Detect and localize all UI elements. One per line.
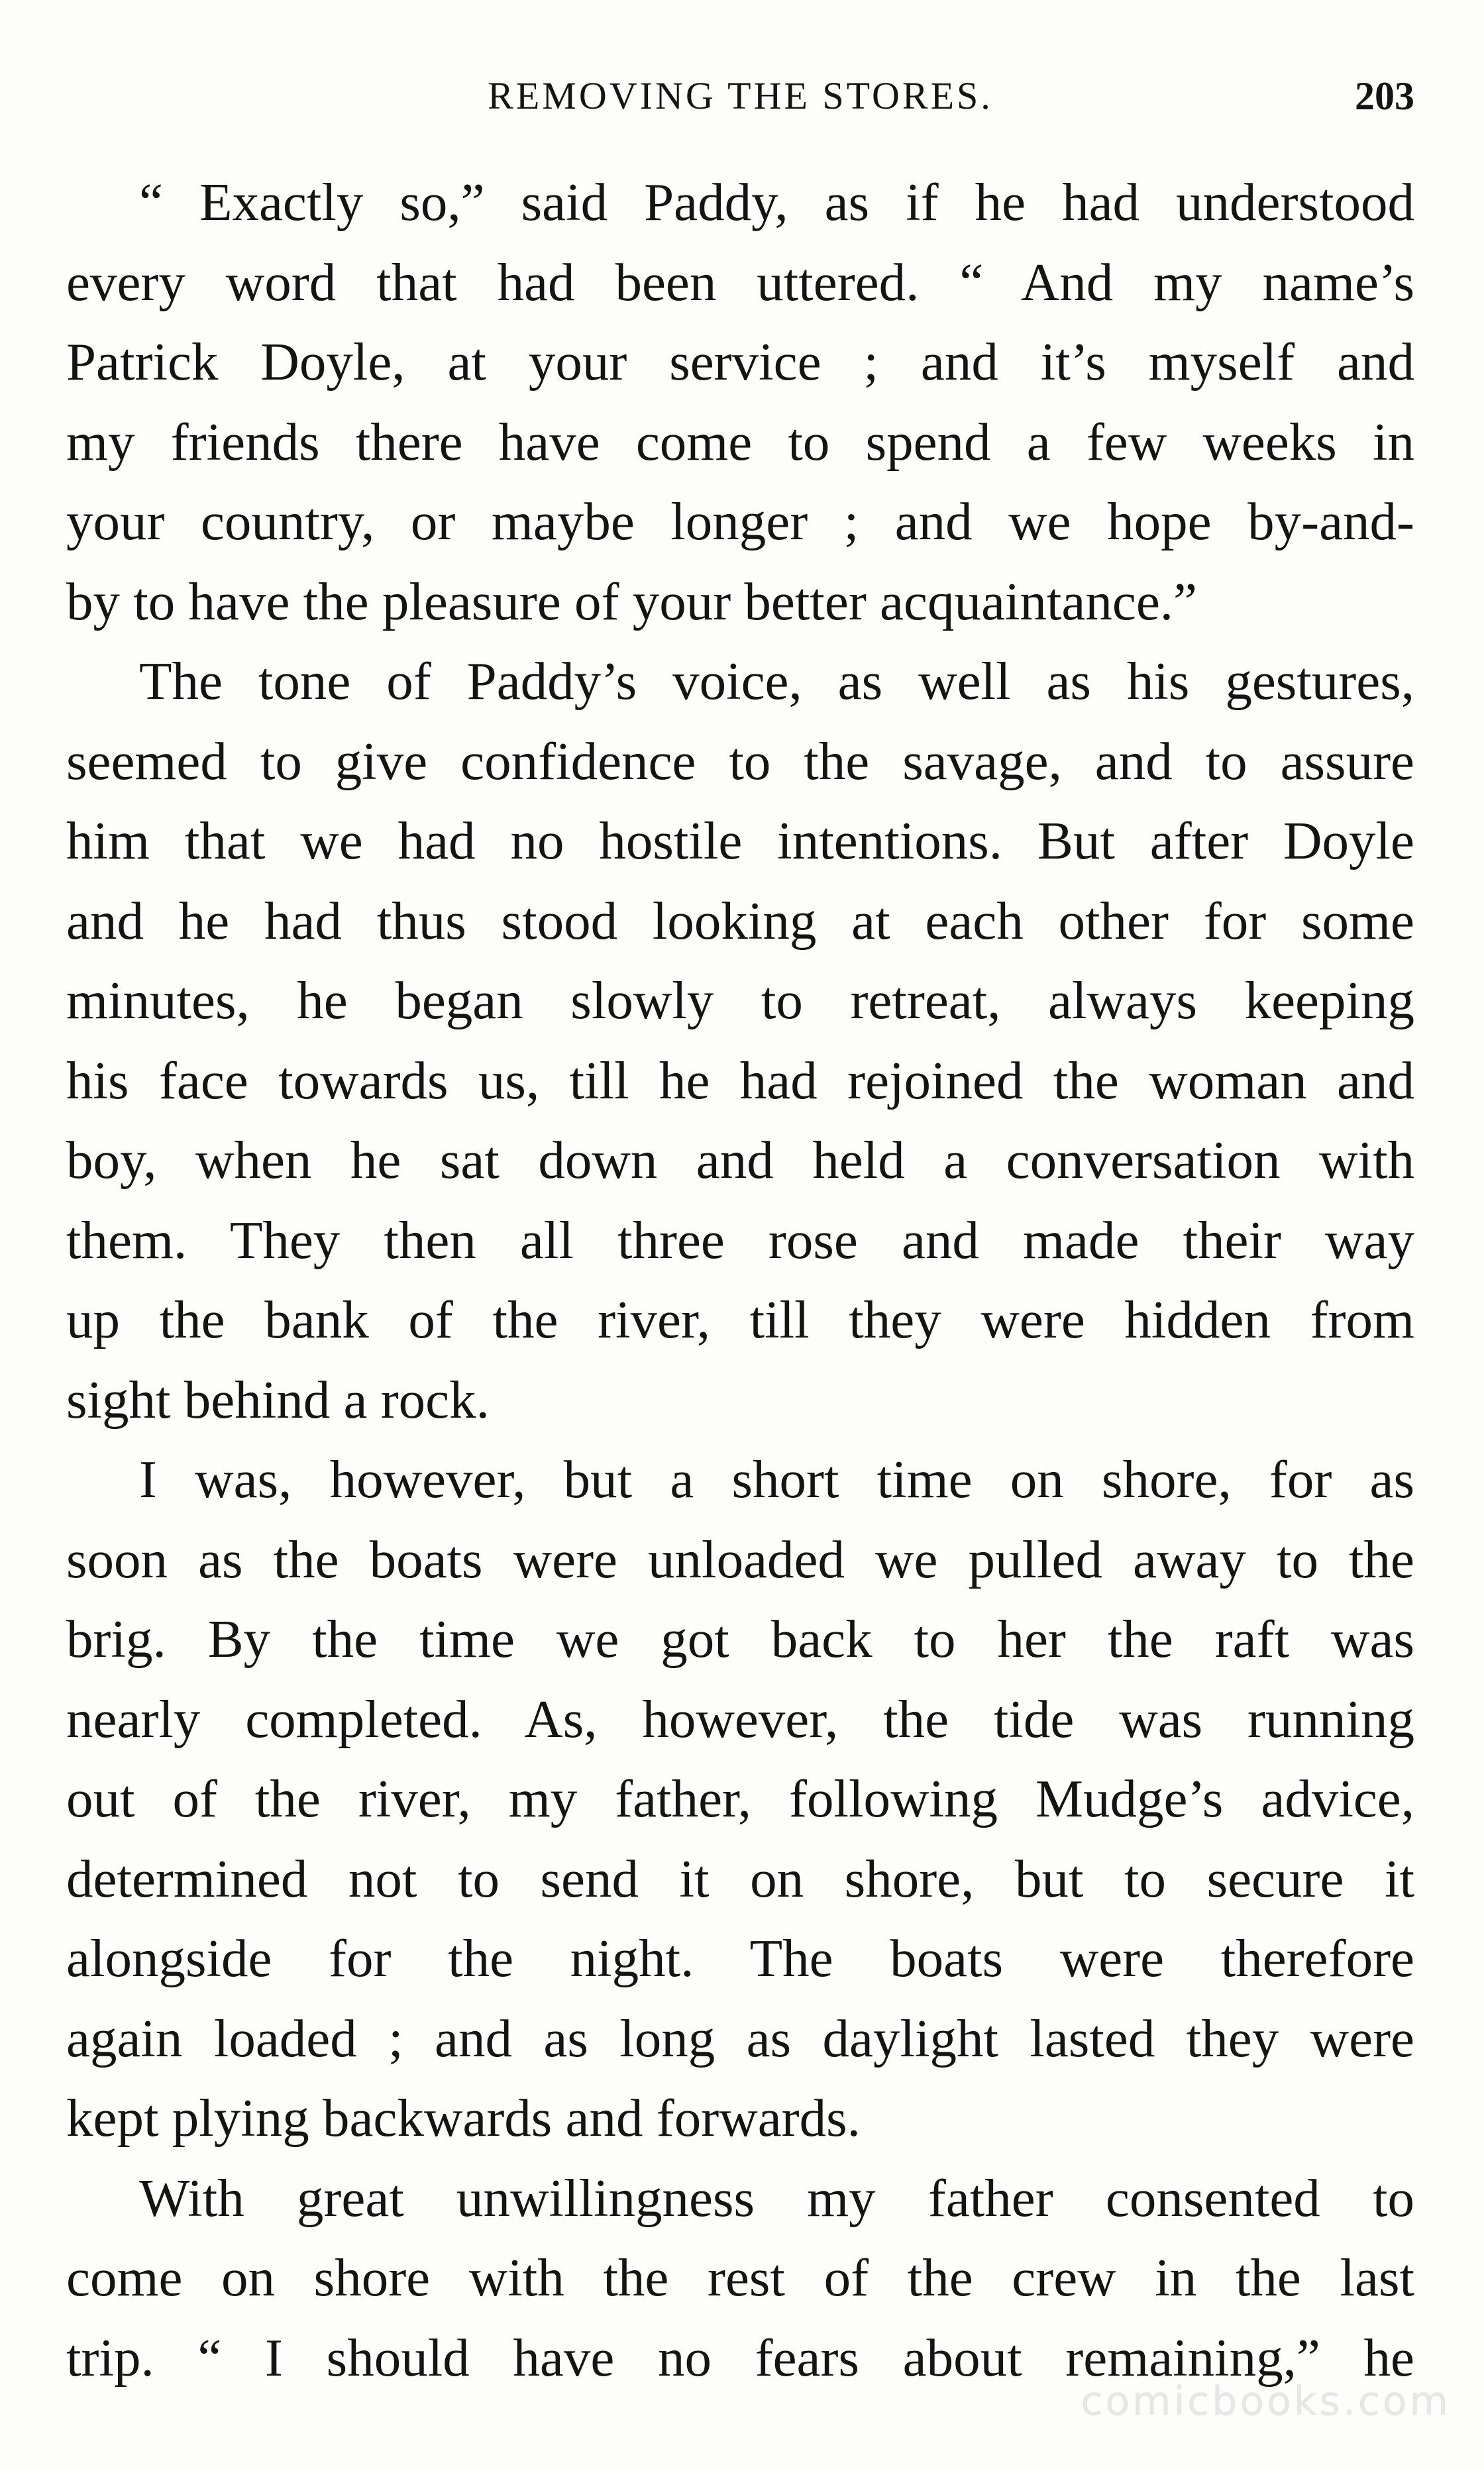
body-text [66, 162, 1414, 2397]
paragraph-4 [66, 2158, 1414, 2398]
text-line: them. They then all three rose and made their way [66, 1210, 1414, 1270]
text-line: The tone of Paddy’s voice, as well as his gestures, [139, 651, 1414, 711]
text-line: again loaded ; and as long as daylight lasted they were [66, 2008, 1414, 2068]
text-line: nearly completed. As, however, the tide was running [66, 1689, 1414, 1749]
text-line: soon as the boats were unloaded we pulled away to the [66, 1529, 1414, 1589]
text-line: “ Exactly so,” said Paddy, as if he had understood [139, 172, 1414, 232]
text-line: Patrick Doyle, at your service ; and it’s myself and [66, 332, 1414, 392]
text-line: kept plying backwards and forwards. [66, 2088, 861, 2148]
paragraph-2 [66, 641, 1414, 1440]
paragraph-1 [66, 162, 1414, 641]
text-line: determined not to send it on shore, but to secure it [66, 1848, 1414, 1909]
text-line: by to have the pleasure of your better acquaintance.” [66, 571, 1197, 631]
text-line: come on shore with the rest of the crew in the last [66, 2248, 1414, 2307]
text-line: up the bank of the river, till they were hidden from [66, 1290, 1414, 1349]
text-line: out of the river, my father, following Mudge’s advice, [66, 1769, 1414, 1828]
text-line: With great unwillingness my father consented to [139, 2168, 1414, 2228]
text-line: and he had thus stood looking at each other for some [66, 890, 1414, 951]
text-line: I was, however, but a short time on shore, for as [139, 1449, 1414, 1509]
page-header [66, 60, 1414, 132]
text-line: every word that had been uttered. “ And my name’s [66, 252, 1414, 312]
page-number: 203 [1355, 74, 1414, 118]
text-line: brig. By the time we got back to her the raft was [66, 1609, 1414, 1669]
watermark: comicbooks.com [1081, 2378, 1451, 2425]
text-line: his face towards us, till he had rejoined the woman and [66, 1050, 1414, 1110]
text-line: your country, or maybe longer ; and we hope by-and- [66, 492, 1414, 551]
text-line: alongside for the night. The boats were therefore [66, 1928, 1414, 1988]
text-line: sight behind a rock. [66, 1369, 490, 1430]
paragraph-3 [66, 1440, 1414, 2158]
text-line: minutes, he began slowly to retreat, always keeping [66, 971, 1414, 1030]
text-line: him that we had no hostile intentions. But after Doyle [66, 811, 1414, 870]
text-line: trip. “ I should have no fears about remaining,” he [66, 2327, 1414, 2388]
text-line: seemed to give confidence to the savage, and to assure [66, 731, 1414, 791]
text-line: boy, when he sat down and held a conversation with [66, 1130, 1414, 1190]
running-head: REMOVING THE STORES. [488, 74, 993, 117]
text-line: my friends there have come to spend a few weeks in [66, 411, 1414, 472]
